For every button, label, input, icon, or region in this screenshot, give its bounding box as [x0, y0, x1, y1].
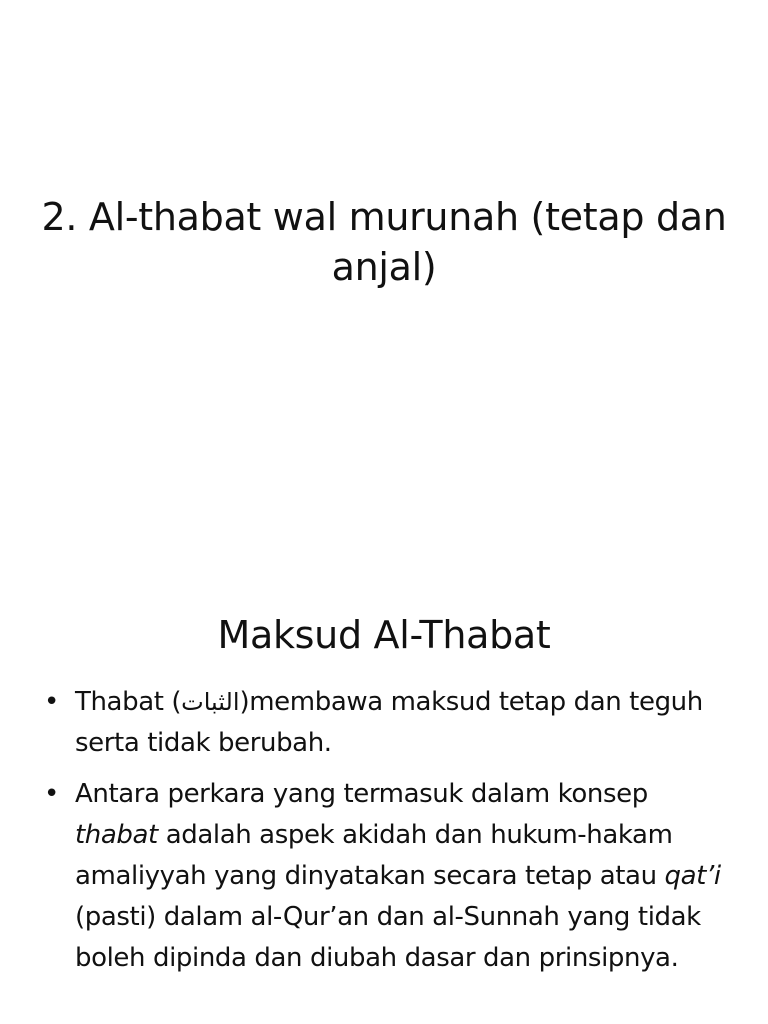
bullet-text: Antara perkara yang termasuk dalam konsep	[75, 779, 648, 809]
bullet-text: (pasti) dalam al-Qur’an dan al-Sunnah yang tidak boleh dipinda dan diubah dasar dan prinsipnya.	[75, 902, 701, 973]
section-heading: Maksud Al-Thabat	[217, 613, 551, 657]
bullet-text: Thabat (	[75, 687, 182, 717]
bullet-marker: •	[44, 779, 59, 809]
bullet-text: adalah aspek akidah dan hukum-hakam amaliyyah yang dinyatakan secara tetap atau	[75, 820, 673, 891]
bullet-text: )membawa maksud tetap dan teguh serta tidak berubah.	[75, 687, 703, 758]
italic-term: thabat	[75, 820, 158, 850]
italic-term: qat’i	[664, 861, 721, 891]
bullet-list	[40, 682, 730, 989]
bullet-item-thabat-definition	[40, 682, 730, 764]
arabic-term: الثبات	[181, 688, 240, 716]
slide-title: 2. Al-thabat wal murunah (tetap dan anjal)	[41, 195, 727, 289]
bullet-item-thabat-scope	[40, 774, 730, 979]
bullet-marker: •	[44, 687, 59, 717]
